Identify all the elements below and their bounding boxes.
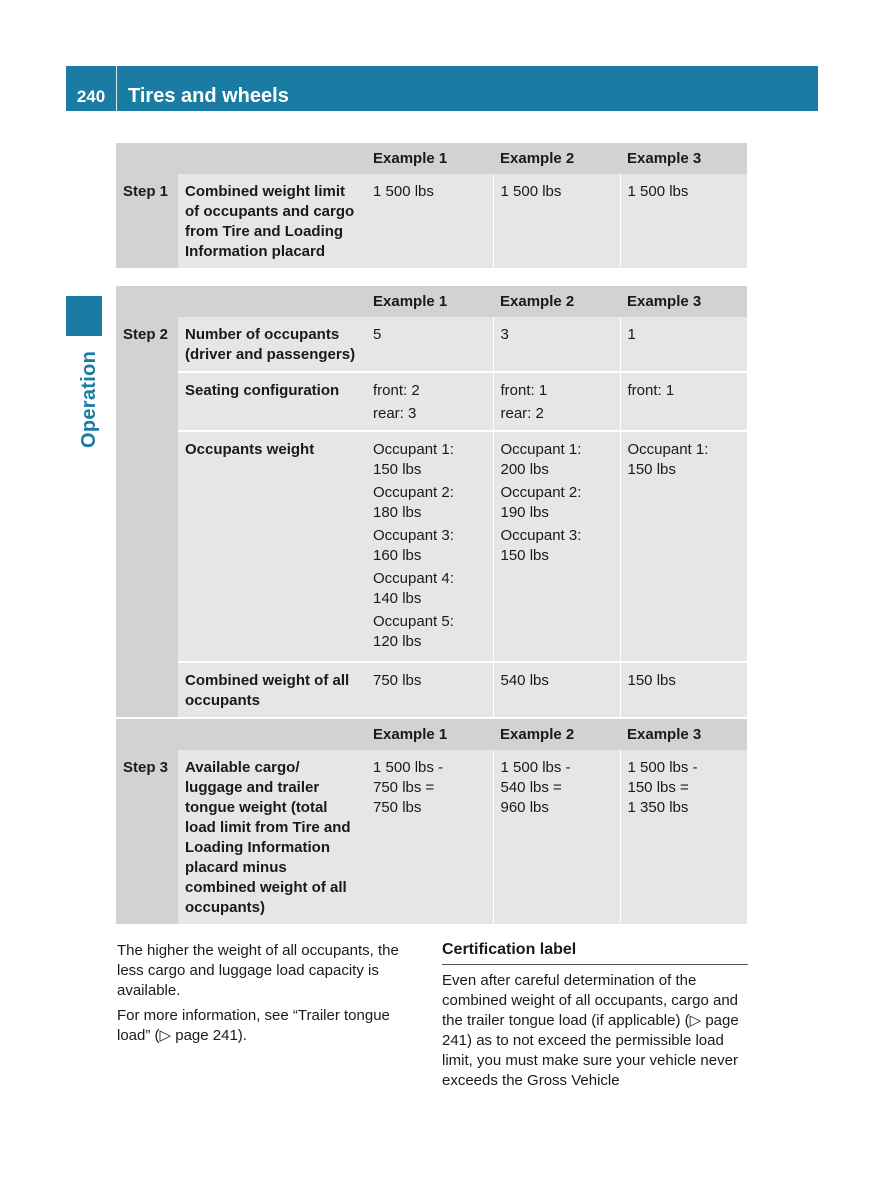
row-label: Available cargo/ luggage and trailer tongue weight (total load limit from Tire and Loading Information placard minus combined weight of all occupants) [178,750,366,924]
table-header-row [116,286,747,317]
occupant-entry: Occupant 1: 150 lbs [373,441,454,478]
table-row [116,317,747,372]
step-label: Step 1 [116,174,178,268]
table-cell: 1 500 lbs [366,174,493,268]
table-row [116,174,747,268]
occupant-entry: Occupant 2: 180 lbs [373,484,454,521]
row-label: Combined weight of all occupants [178,662,366,717]
step3-table [116,719,747,924]
table-cell: 1 500 lbs [493,174,620,268]
paragraph: Even after careful determination of the combined weight of all occupants, cargo and the trailer tongue load (if applicable) (▷ page 241) as to not exceed the permissible load limit, you must make sure your vehicle never exceeds the Gross Vehicle [442,972,739,1089]
paragraph: The higher the weight of all occupants, the less cargo and luggage load capacity is available. [117,942,399,999]
step-label: Step 3 [116,750,178,924]
occupant-entry: Occupant 4: 140 lbs [373,570,454,607]
table-cell: 1 500 lbs - 150 lbs = 1 350 lbs [620,750,747,924]
row-label: Number of occupants (driver and passengers) [178,317,366,372]
column-header: Example 2 [493,719,620,750]
table-cell [620,372,747,431]
seating-front: front: 2 [373,382,420,399]
table-header-row [116,719,747,750]
column-header: Example 3 [620,143,747,174]
side-tab-label: Operation [78,350,100,448]
occupant-entry: Occupant 3: 160 lbs [373,527,454,564]
table-cell [493,431,620,662]
table-cell: 540 lbs [493,662,620,717]
step2-table [116,286,747,717]
right-text-column [442,940,748,1091]
table-cell [366,372,493,431]
table-cell: 1 500 lbs - 750 lbs = 750 lbs [366,750,493,924]
table-cell: 3 [493,317,620,372]
side-tab-marker [66,296,102,336]
row-label: Occupants weight [178,431,366,662]
step1-table [116,143,747,268]
table-row [116,431,747,662]
section-heading: Certification label [442,941,577,958]
table-row [116,662,747,717]
seating-rear: rear: 2 [500,405,544,422]
table-cell [366,431,493,662]
section-divider [442,964,748,965]
table-cell: 5 [366,317,493,372]
column-header: Example 3 [620,286,747,317]
table-cell: 1 500 lbs [620,174,747,268]
left-text-column [117,941,417,1046]
seating-rear: rear: 3 [373,405,417,422]
column-header: Example 1 [366,286,493,317]
occupant-entry: Occupant 1: 150 lbs [627,441,709,478]
occupant-entry: Occupant 5: 120 lbs [373,613,454,650]
column-header: Example 3 [620,719,747,750]
table-cell: 750 lbs [366,662,493,717]
occupant-entry: Occupant 3: 150 lbs [500,527,582,564]
header-divider [116,66,117,111]
occupant-entry: Occupant 1: 200 lbs [500,441,582,478]
seating-front: front: 1 [500,382,548,399]
row-label: Seating configuration [178,372,366,431]
page-number: 240 [76,87,106,106]
table-cell [493,372,620,431]
table-cell: 150 lbs [620,662,747,717]
table-row [116,372,747,431]
occupant-entry: Occupant 2: 190 lbs [500,484,582,521]
column-header: Example 1 [366,719,493,750]
table-cell: 1 500 lbs - 540 lbs = 960 lbs [493,750,620,924]
table-header-row [116,143,747,174]
table-cell [620,431,747,662]
column-header: Example 2 [493,143,620,174]
seating-front: front: 1 [627,382,675,399]
row-label: Combined weight limit of occupants and cargo from Tire and Loading Information placard [178,174,366,268]
page-header [66,66,818,111]
column-header: Example 1 [366,143,493,174]
column-header: Example 2 [493,286,620,317]
page-title: Tires and wheels [128,85,289,107]
step-label: Step 2 [116,317,178,717]
table-row [116,750,747,924]
paragraph: For more information, see “Trailer tongue load” (▷ page 241). [117,1007,390,1044]
table-cell: 1 [620,317,747,372]
